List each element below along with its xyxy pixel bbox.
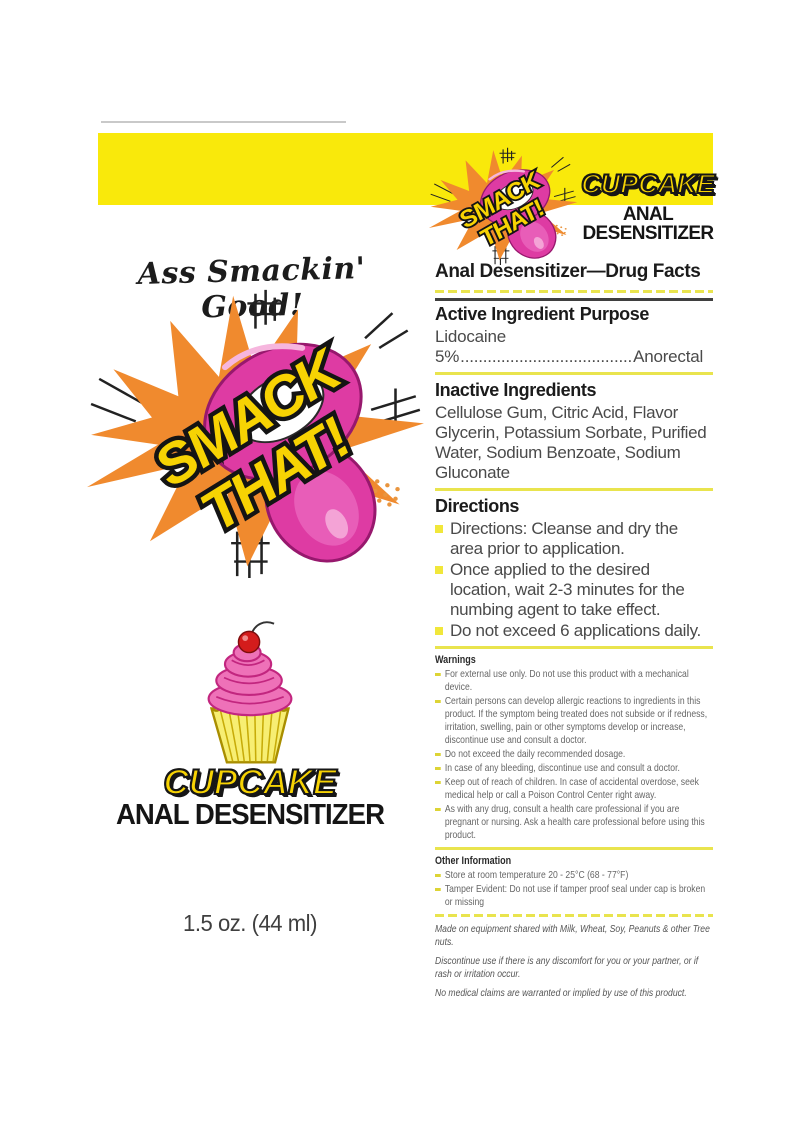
- product-type-line2: DESENSITIZER: [582, 223, 714, 244]
- square-bullet-icon: [435, 525, 443, 533]
- warning-item: [435, 748, 713, 761]
- inactive-ingredients-section: [435, 380, 713, 483]
- product-type-left: ANAL DESENSITIZER: [115, 799, 385, 831]
- warnings-heading: Warnings: [435, 654, 476, 666]
- other-information-item: [435, 883, 713, 909]
- dash-bullet-icon: [435, 700, 441, 703]
- directions-item-text: Do not exceed 6 applications daily.: [450, 621, 701, 640]
- warning-text: Certain persons can develop allergic reactions to ingredients in this product. If the symptom being treated does not subside or if redness, irritation, swelling, pain or other symptoms develop or increase, discontinue use and consult a doctor.: [444, 695, 708, 746]
- other-information-item: [435, 869, 713, 882]
- product-name-right: CUPCAKE: [581, 169, 715, 199]
- other-information-heading: Other Information: [435, 855, 512, 867]
- warnings-section: [435, 654, 713, 842]
- directions-item: [435, 621, 713, 641]
- warning-item: [435, 695, 713, 747]
- active-ingredient-section: [435, 298, 713, 367]
- smack-that-logo-large: [85, 288, 430, 578]
- dot-leader: ......................................: [460, 347, 633, 366]
- directions-item: [435, 519, 713, 559]
- directions-item-text: Directions: Cleanse and dry the area prior to application.: [450, 519, 678, 558]
- cupcake-icon: [186, 616, 314, 770]
- dash-bullet-icon: [435, 673, 441, 676]
- divider-dashed: [435, 290, 713, 293]
- dash-bullet-icon: [435, 753, 441, 756]
- product-type-right: [578, 205, 718, 243]
- ingredient-purpose: Anorectal: [633, 347, 704, 366]
- divider: [435, 646, 713, 649]
- purpose-heading: Purpose: [579, 304, 649, 324]
- divider: [435, 372, 713, 375]
- strength-purpose-row: [435, 347, 713, 367]
- directions-item: [435, 560, 713, 620]
- divider: [435, 847, 713, 850]
- warning-item: [435, 762, 713, 775]
- footnotes-section: [435, 923, 713, 1000]
- directions-heading: Directions: [435, 496, 520, 516]
- drug-facts-title: Anal Desensitizer—Drug Facts: [435, 261, 701, 282]
- dash-bullet-icon: [435, 874, 441, 877]
- dash-bullet-icon: [435, 888, 441, 891]
- active-ingredient-name: Lidocaine: [435, 327, 506, 346]
- inactive-ingredients-heading: Inactive Ingredients: [435, 380, 597, 400]
- cherry: [238, 631, 259, 652]
- warning-text: Do not exceed the daily recommended dosage.: [444, 748, 626, 760]
- band-top-edge-line: [101, 121, 346, 123]
- warning-text: For external use only. Do not use this product with a mechanical device.: [444, 668, 689, 693]
- directions-section: [435, 496, 713, 641]
- inactive-ingredients-text: Cellulose Gum, Citric Acid, Flavor Glycerin, Potassium Sorbate, Purified Water, Sodium Benzoate, Sodium Gluconate: [435, 403, 707, 482]
- product-type-line1: ANAL: [622, 204, 674, 225]
- other-information-section: [435, 855, 713, 909]
- square-bullet-icon: [435, 627, 443, 635]
- smack-that-logo-small: [428, 147, 580, 265]
- warning-item: [435, 668, 713, 694]
- warning-item: [435, 803, 713, 842]
- product-name-left: CUPCAKE: [163, 763, 337, 802]
- ingredient-strength: 5%: [435, 347, 460, 366]
- drug-facts-panel: [435, 261, 713, 1000]
- warning-text: In case of any bleeding, discontinue use and consult a doctor.: [444, 762, 680, 774]
- warning-text: Keep out of reach of children. In case of accidental overdose, seek medical help or call a Poison Control Center right away.: [444, 776, 700, 801]
- footnote: No medical claims are warranted or implied by use of this product.: [435, 987, 687, 999]
- square-bullet-icon: [435, 566, 443, 574]
- other-information-text: Store at room temperature 20 - 25°C (68 - 77°F): [444, 869, 629, 881]
- cherry-highlight: [242, 635, 248, 641]
- dash-bullet-icon: [435, 767, 441, 770]
- directions-item-text: Once applied to the desired location, wait 2-3 minutes for the numbing agent to take effect.: [450, 560, 685, 619]
- tagline: Ass Smackin' Good!: [137, 251, 366, 326]
- dash-bullet-icon: [435, 781, 441, 784]
- other-information-text: Tamper Evident: Do not use if tamper proof seal under cap is broken or missing: [444, 883, 706, 908]
- net-contents: 1.5 oz. (44 ml): [183, 910, 317, 936]
- divider: [435, 488, 713, 491]
- divider-dashed: [435, 914, 713, 917]
- warning-item: [435, 776, 713, 802]
- footnote: Discontinue use if there is any discomfort for you or your partner, or if rash or irritation occur.: [435, 955, 699, 980]
- footnote: Made on equipment shared with Milk, Wheat, Soy, Peanuts & other Tree nuts.: [435, 923, 710, 948]
- dash-bullet-icon: [435, 808, 441, 811]
- warning-text: As with any drug, consult a health care professional if you are pregnant or nursing. Ask a health care professional before using this product.: [444, 803, 705, 841]
- active-ingredient-heading: Active Ingredient: [435, 304, 575, 324]
